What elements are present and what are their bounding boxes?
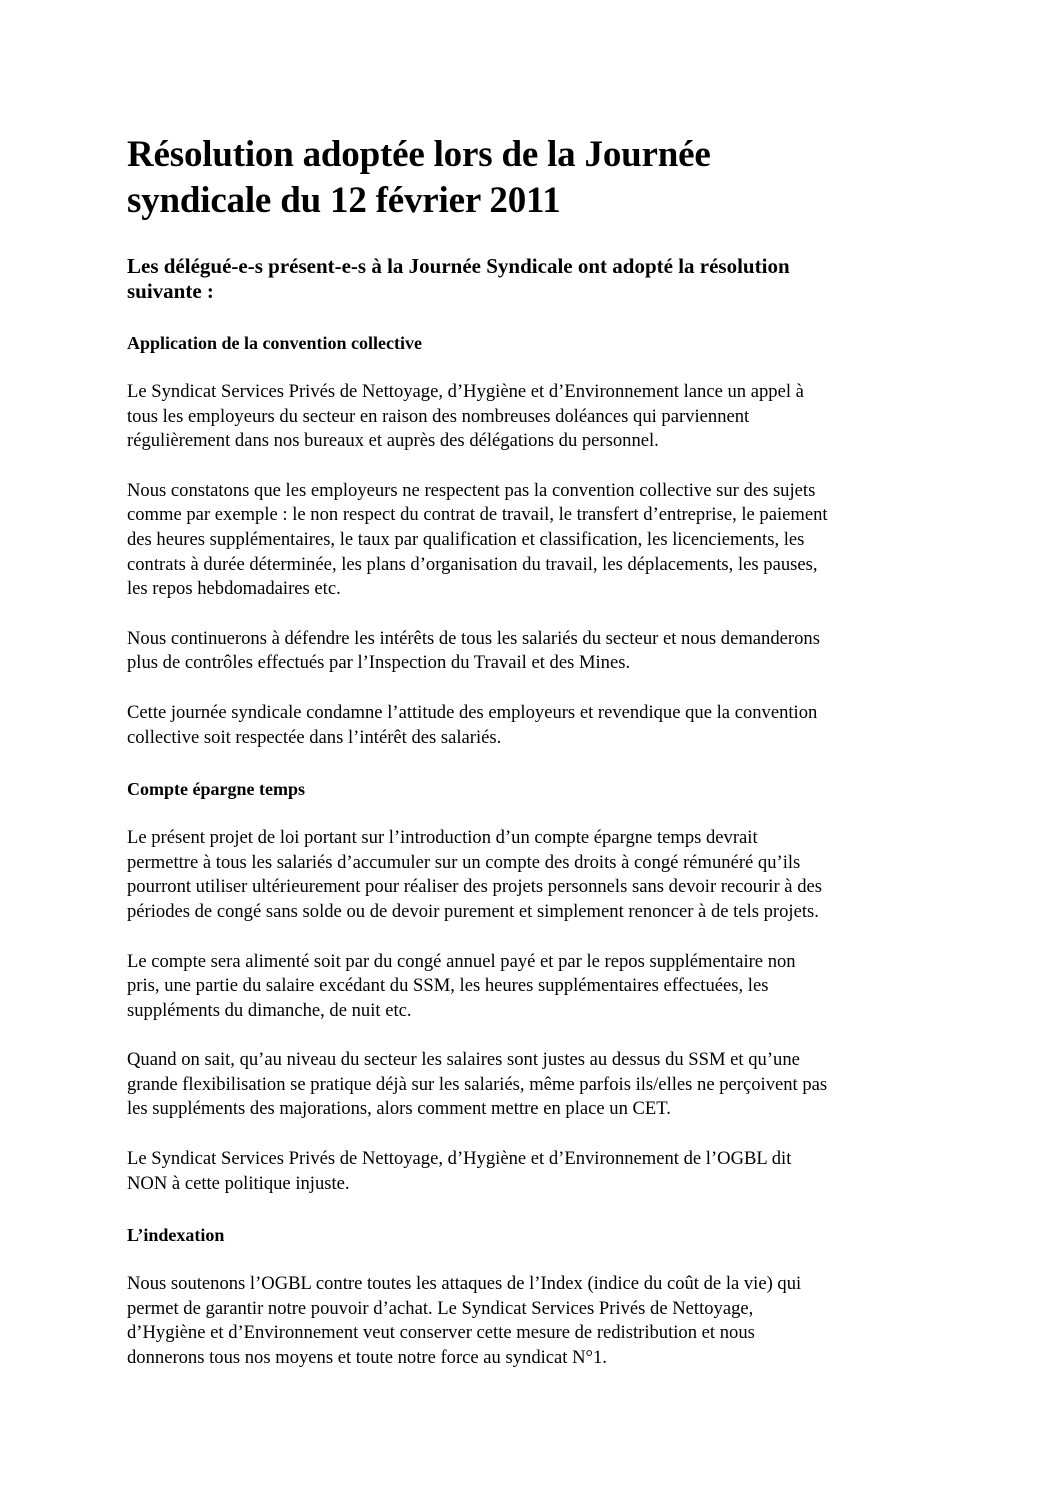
title-line: Résolution adoptée lors de la Journée <box>127 134 711 175</box>
text-line: Nous soutenons l’OGBL contre toutes les attaques de l’Index (indice du coût de la vie) qui <box>127 1273 802 1295</box>
section-heading: Application de la convention collective <box>127 333 422 353</box>
paragraph <box>127 950 927 1024</box>
subtitle-line: suivante : <box>127 279 214 303</box>
section-heading: Compte épargne temps <box>127 779 305 800</box>
section-convention-collective <box>127 331 927 750</box>
text-line: permet de garantir notre pouvoir d’achat. Le Syndicat Services Privés de Nettoyage, <box>127 1297 754 1319</box>
text-line: contrats à durée déterminée, les plans d’organisation du travail, les déplacements, les pauses, <box>127 553 818 575</box>
text-line: régulièrement dans nos bureaux et auprès des délégations du personnel. <box>127 430 659 452</box>
text-line: plus de contrôles effectués par l’Inspection du Travail et des Mines. <box>127 652 631 674</box>
text-line: les repos hebdomadaires etc. <box>127 578 341 600</box>
text-line: permettre à tous les salariés d’accumuler sur un compte des droits à congé rémunéré qu’ils <box>127 851 801 873</box>
text-line: grande flexibilisation se pratique déjà sur les salariés, même parfois ils/elles ne perçoivent pas <box>127 1073 828 1095</box>
text-line: tous les employeurs du secteur en raison des nombreuses doléances qui parviennent <box>127 405 750 427</box>
section-compte-epargne-temps <box>127 777 927 1196</box>
section-heading: L’indexation <box>127 1225 225 1246</box>
text-line: Quand on sait, qu’au niveau du secteur les salaires sont justes au dessus du SSM et qu’une <box>127 1049 800 1071</box>
paragraph <box>127 380 927 454</box>
text-line: Le présent projet de loi portant sur l’introduction d’un compte épargne temps devrait <box>127 827 758 849</box>
text-line: Le Syndicat Services Privés de Nettoyage, d’Hygiène et d’Environnement de l’OGBL dit <box>127 1148 792 1170</box>
text-line: pris, une partie du salaire excédant du SSM, les heures supplémentaires effectuées, les <box>127 975 769 997</box>
text-line: collective soit respectée dans l’intérêt des salariés. <box>127 726 502 748</box>
text-line: Nous continuerons à défendre les intérêts de tous les salariés du secteur et nous demanderons <box>127 627 820 649</box>
text-line: Le Syndicat Services Privés de Nettoyage, d’Hygiène et d’Environnement lance un appel à <box>127 381 804 402</box>
document-page <box>127 132 927 1371</box>
paragraph <box>127 627 927 676</box>
document-title <box>127 132 927 224</box>
text-line: comme par exemple : le non respect du contrat de travail, le transfert d’entreprise, le paiement <box>127 504 828 526</box>
text-line: suppléments du dimanche, de nuit etc. <box>127 999 412 1021</box>
text-line: Le compte sera alimenté soit par du congé annuel payé et par le repos supplémentaire non <box>127 950 796 972</box>
text-line: donnerons tous nos moyens et toute notre force au syndicat N°1. <box>127 1347 607 1369</box>
paragraph <box>127 1048 927 1122</box>
text-line: Cette journée syndicale condamne l’attitude des employeurs et revendique que la convention <box>127 701 818 723</box>
text-line: NON à cette politique injuste. <box>127 1172 350 1194</box>
paragraph <box>127 826 927 924</box>
paragraph <box>127 1147 927 1196</box>
paragraph <box>127 701 927 750</box>
text-line: des heures supplémentaires, le taux par qualification et classification, les licenciements, les <box>127 528 805 550</box>
text-line: Nous constatons que les employeurs ne respectent pas la convention collective sur des sujets <box>127 479 816 501</box>
text-line: périodes de congé sans solde ou de devoir purement et simplement renoncer à de tels projets. <box>127 900 819 922</box>
paragraph <box>127 1272 927 1370</box>
subtitle-line: Les délégué-e-s présent-e-s à la Journée Syndicale ont adopté la résolution <box>127 254 790 278</box>
document-subtitle <box>127 254 927 304</box>
section-indexation <box>127 1223 927 1370</box>
paragraph <box>127 479 927 602</box>
text-line: pourront utiliser ultérieurement pour réaliser des projets personnels sans devoir recourir à des <box>127 876 822 898</box>
text-line: les suppléments des majorations, alors comment mettre en place un CET. <box>127 1098 671 1120</box>
text-line: d’Hygiène et d’Environnement veut conserver cette mesure de redistribution et nous <box>127 1322 755 1344</box>
title-line: syndicale du 12 février 2011 <box>127 180 561 221</box>
